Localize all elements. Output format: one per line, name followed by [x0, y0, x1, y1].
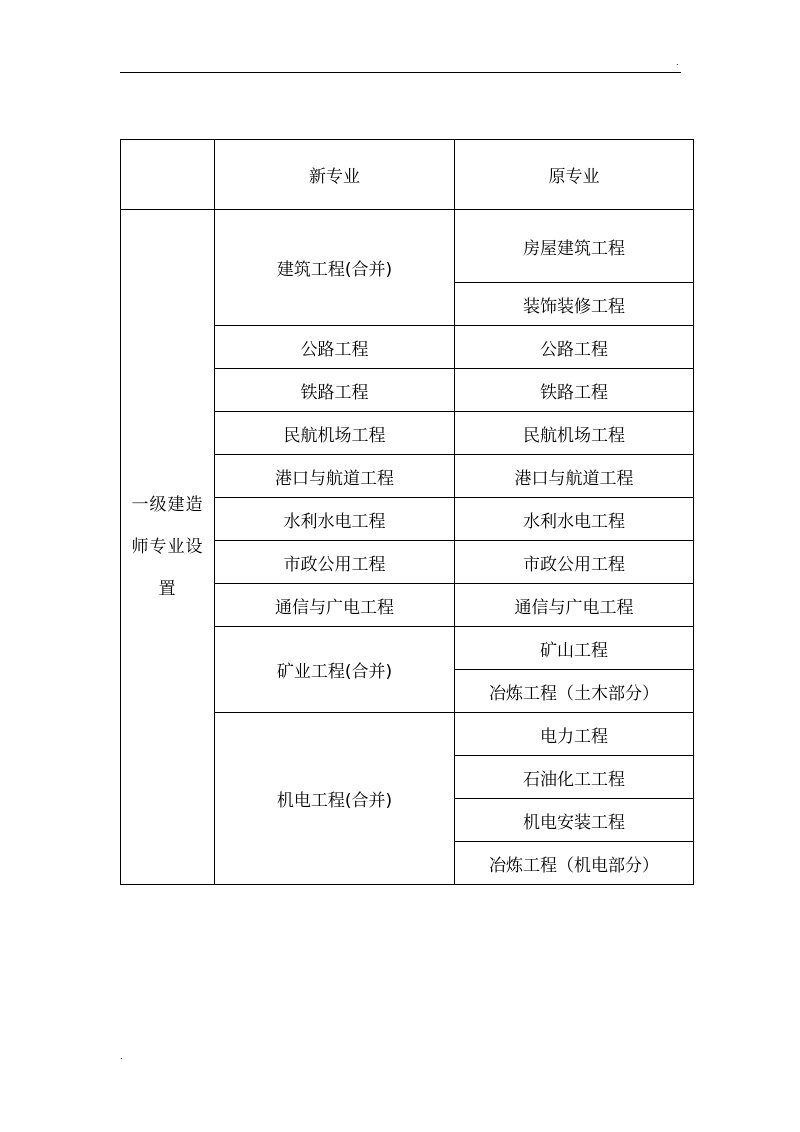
old-specialty-cell: 装饰装修工程: [455, 283, 694, 326]
new-specialty-cell: 铁路工程: [215, 369, 455, 412]
table-row: [121, 210, 694, 283]
old-specialty-cell: 水利水电工程: [455, 498, 694, 541]
old-specialty-cell: 港口与航道工程: [455, 455, 694, 498]
header-rule: [120, 72, 681, 73]
table-header-row: [121, 140, 694, 210]
old-specialty-cell: 铁路工程: [455, 369, 694, 412]
old-specialty-cell: 民航机场工程: [455, 412, 694, 455]
header-mark: .: [676, 58, 679, 67]
new-specialty-cell: 公路工程: [215, 326, 455, 369]
category-cell: [121, 210, 215, 885]
new-specialty-cell: 通信与广电工程: [215, 584, 455, 627]
old-specialty-cell: 冶炼工程（土木部分）: [455, 670, 694, 713]
old-specialty-cell: 房屋建筑工程: [455, 210, 694, 283]
specialty-table: [120, 139, 694, 885]
new-specialty-cell: 水利水电工程: [215, 498, 455, 541]
old-specialty-cell: 冶炼工程（机电部分）: [455, 842, 694, 885]
new-specialty-cell: 建筑工程(合并): [215, 210, 455, 326]
new-specialty-cell: 民航机场工程: [215, 412, 455, 455]
old-specialty-cell: 石油化工工程: [455, 756, 694, 799]
new-specialty-cell: 港口与航道工程: [215, 455, 455, 498]
old-specialty-cell: 矿山工程: [455, 627, 694, 670]
header-cell-blank: [121, 140, 215, 210]
new-specialty-cell: 矿业工程(合并): [215, 627, 455, 713]
old-specialty-cell: 公路工程: [455, 326, 694, 369]
old-specialty-cell: 通信与广电工程: [455, 584, 694, 627]
footer-mark: .: [120, 1052, 123, 1061]
old-specialty-cell: 市政公用工程: [455, 541, 694, 584]
new-specialty-cell: 市政公用工程: [215, 541, 455, 584]
new-specialty-cell: 机电工程(合并): [215, 713, 455, 885]
old-specialty-cell: 电力工程: [455, 713, 694, 756]
header-cell-old-specialty: 原专业: [455, 140, 694, 210]
category-label: 一级建造师专业设置: [131, 495, 204, 599]
old-specialty-cell: 机电安装工程: [455, 799, 694, 842]
header-cell-new-specialty: 新专业: [215, 140, 455, 210]
